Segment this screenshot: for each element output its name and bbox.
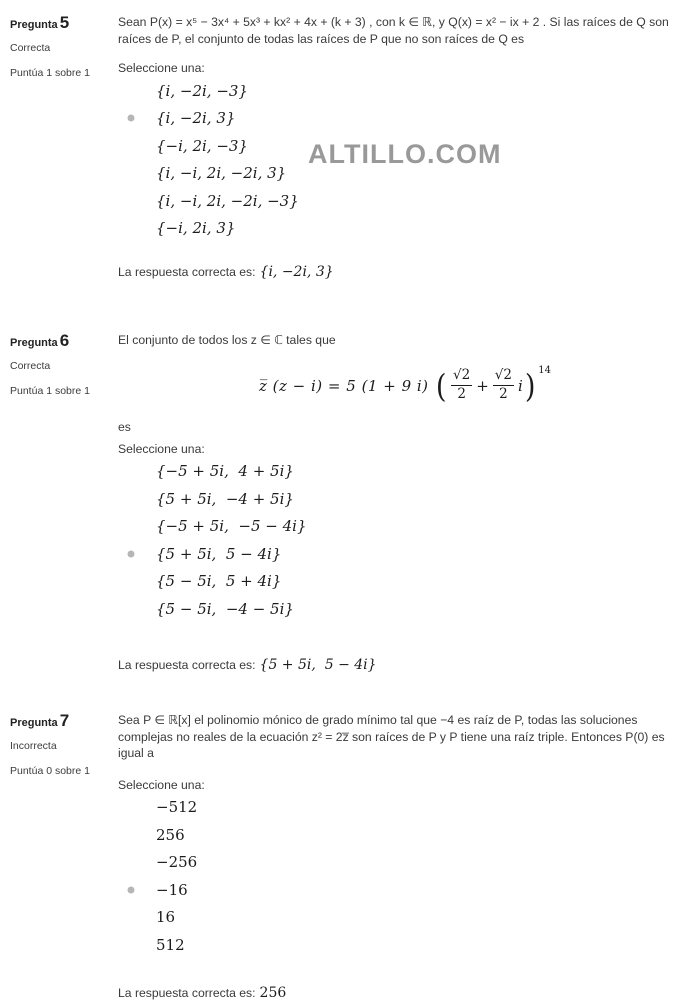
question-number: 5 bbox=[59, 13, 70, 32]
option-row[interactable] bbox=[118, 849, 692, 877]
select-label: Seleccione una: bbox=[118, 777, 205, 792]
option-row[interactable] bbox=[118, 540, 692, 568]
radio-icon[interactable] bbox=[128, 886, 135, 893]
question-number: 6 bbox=[59, 331, 70, 350]
question-title bbox=[10, 712, 112, 730]
option-label: {i, −2i, 3} bbox=[156, 109, 236, 128]
question-info-panel bbox=[10, 332, 112, 397]
select-label: Seleccione una: bbox=[118, 61, 205, 75]
option-label: {i, −2i, −3} bbox=[156, 81, 248, 100]
option-label: −16 bbox=[156, 880, 188, 899]
answer-value: {i, −2i, 3} bbox=[259, 264, 334, 280]
option-label: 256 bbox=[156, 825, 185, 844]
question-status: Correcta bbox=[10, 42, 51, 54]
option-row[interactable] bbox=[118, 876, 692, 904]
fraction-numerator: √2 bbox=[493, 368, 514, 386]
option-label: {5 − 5i, −4 − 5i} bbox=[156, 599, 294, 618]
option-row[interactable] bbox=[118, 904, 692, 932]
option-row[interactable] bbox=[118, 794, 692, 822]
question-grade: Puntúa 0 sobre 1 bbox=[10, 765, 90, 777]
plus-sign: + bbox=[476, 376, 489, 395]
question-title bbox=[10, 14, 112, 32]
option-row[interactable] bbox=[118, 215, 692, 243]
equation bbox=[118, 361, 692, 411]
watermark-text: ALTILLO.COM bbox=[308, 139, 502, 169]
exponent: 14 bbox=[538, 364, 552, 376]
option-label: {5 + 5i, 5 − 4i} bbox=[156, 544, 282, 563]
option-row[interactable] bbox=[118, 931, 692, 959]
equation-lhs: z̅ (z − i) = 5 (1 + 9 i) bbox=[258, 376, 429, 395]
options-list bbox=[118, 794, 692, 959]
question-title bbox=[10, 332, 112, 350]
prompt-after: es bbox=[118, 419, 131, 434]
option-label: {−5 + 5i, 4 + 5i} bbox=[156, 462, 294, 481]
question-info-panel bbox=[10, 712, 112, 777]
option-row[interactable] bbox=[118, 105, 692, 133]
option-row[interactable] bbox=[118, 513, 692, 541]
radio-icon[interactable] bbox=[128, 550, 135, 557]
option-label: {i, −i, 2i, −2i, −3} bbox=[156, 191, 299, 210]
question-prompt: Sea P ∈ ℝ[x] el polinomio mónico de grado mínimo tal que −4 es raíz de P, todas las soluciones complejas no reales de la ecuación z² = 2z̅ son raíces de P y P tiene una raíz triple. Entonces P(0) es igual a bbox=[118, 713, 665, 760]
select-label: Seleccione una: bbox=[118, 441, 205, 456]
answer-line bbox=[118, 657, 692, 673]
question-label: Pregunta bbox=[10, 717, 58, 729]
option-label: 512 bbox=[156, 935, 185, 954]
option-label: {−5 + 5i, −5 − 4i} bbox=[156, 517, 307, 536]
question-prompt: Sean P(x) = x⁵ − 3x⁴ + 5x³ + kx² + 4x + (k + 3) , con k ∈ ℝ, y Q(x) = x² − ix + 2 . Si las raíces de Q son raíces de P, el conjunto de todas las raíces de P que no son raíces de Q es bbox=[118, 15, 669, 46]
answer-prefix: La respuesta correcta es: bbox=[118, 265, 256, 279]
option-label: −512 bbox=[156, 798, 198, 817]
option-row[interactable] bbox=[118, 595, 692, 623]
fraction bbox=[493, 368, 514, 402]
option-row[interactable] bbox=[118, 485, 692, 513]
close-paren: ) bbox=[524, 366, 536, 405]
answer-value: 256 bbox=[259, 984, 287, 1001]
option-label: {−i, 2i, 3} bbox=[156, 219, 236, 238]
option-label: {i, −i, 2i, −2i, 3} bbox=[156, 164, 287, 183]
question-status: Incorrecta bbox=[10, 740, 57, 752]
fraction bbox=[451, 368, 472, 402]
question-label: Pregunta bbox=[10, 337, 58, 349]
question-info-panel bbox=[10, 14, 112, 79]
answer-line bbox=[118, 985, 692, 1001]
fraction-denominator: 2 bbox=[499, 386, 508, 402]
option-row[interactable] bbox=[118, 568, 692, 596]
option-row[interactable] bbox=[118, 458, 692, 486]
option-label: −256 bbox=[156, 853, 198, 872]
option-row[interactable] bbox=[118, 187, 692, 215]
option-row[interactable] bbox=[118, 821, 692, 849]
question-content bbox=[118, 712, 692, 1001]
option-label: {5 − 5i, 5 + 4i} bbox=[156, 572, 282, 591]
question-prompt: El conjunto de todos los z ∈ ℂ tales que bbox=[118, 333, 336, 347]
question-grade: Puntúa 1 sobre 1 bbox=[10, 385, 90, 397]
radio-icon[interactable] bbox=[128, 115, 135, 122]
fraction-denominator: 2 bbox=[457, 386, 466, 402]
open-paren: ( bbox=[435, 366, 447, 405]
option-label: {5 + 5i, −4 + 5i} bbox=[156, 489, 294, 508]
question-grade: Puntúa 1 sobre 1 bbox=[10, 67, 90, 79]
option-label: 16 bbox=[156, 908, 176, 927]
question-content bbox=[118, 332, 692, 673]
answer-value: {5 + 5i, 5 − 4i} bbox=[259, 656, 377, 673]
question-label: Pregunta bbox=[10, 19, 58, 31]
question-number: 7 bbox=[59, 711, 70, 730]
fraction-numerator: √2 bbox=[451, 368, 472, 386]
option-label: {−i, 2i, −3} bbox=[156, 136, 248, 155]
option-row[interactable] bbox=[118, 77, 692, 105]
answer-line bbox=[118, 264, 692, 280]
question-status: Correcta bbox=[10, 360, 51, 372]
answer-prefix: La respuesta correcta es: bbox=[118, 657, 256, 672]
options-list bbox=[118, 458, 692, 623]
imaginary-unit: i bbox=[518, 376, 523, 395]
answer-prefix: La respuesta correcta es: bbox=[118, 985, 256, 1000]
